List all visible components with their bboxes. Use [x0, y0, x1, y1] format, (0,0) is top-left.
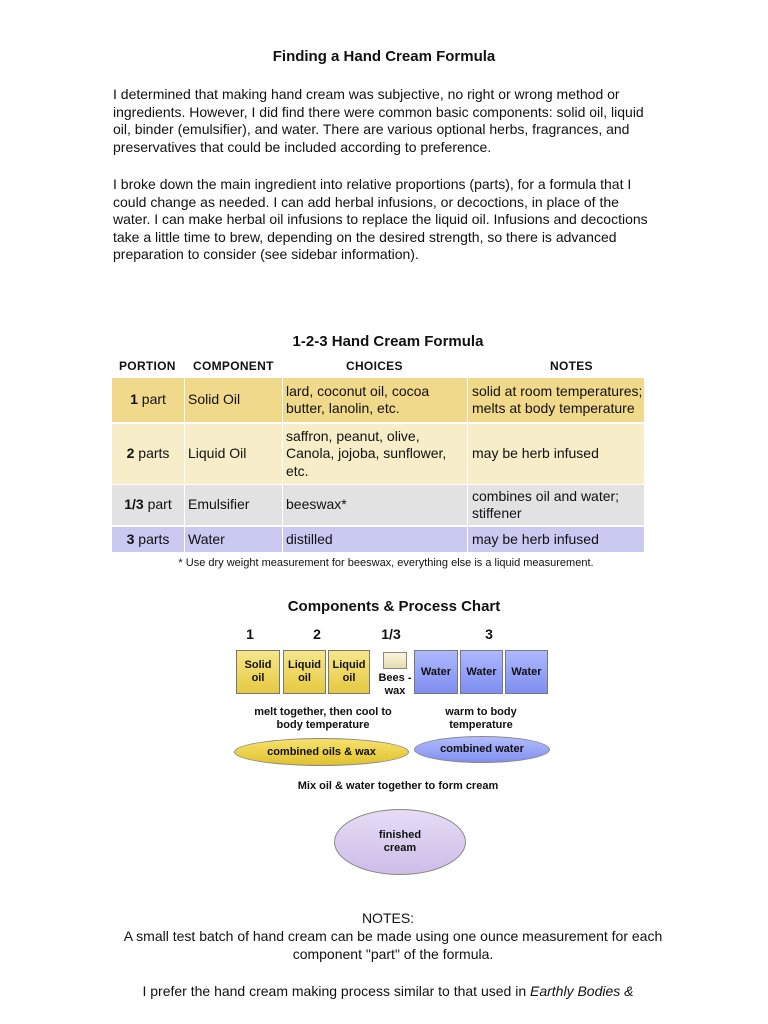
- finished-cream-ellipse: [334, 809, 466, 875]
- mix-instruction: Mix oil & water together to form cream: [297, 780, 499, 792]
- formula-paragraph: I broke down the main ingredient into relative proportions (parts), for a formula that I could change as needed. I can add herbal infusions, or decoctions, in place of the water. I can make herbal oil infusions to replace the liquid oil. Infusions and decoctions take a little time to brew, depending on the desired strength, so there is advanced preparation to consider (see sidebar information).: [113, 176, 648, 262]
- notes-cell: may be herb infused: [472, 445, 599, 462]
- beeswax-swatch: [383, 652, 407, 669]
- ratio-number: 1: [246, 626, 254, 642]
- notes-heading: NOTES:: [361, 910, 415, 926]
- choices-cell: distilled: [286, 530, 333, 547]
- choices-cell: saffron, peanut, olive, Canola, jojoba, sunflower, etc.: [286, 427, 447, 479]
- beeswax-label: Bees -wax: [378, 672, 412, 697]
- notes-cell: may be herb infused: [472, 530, 599, 547]
- table-row: [112, 378, 644, 422]
- water-box: Water: [460, 650, 503, 694]
- header-component: COMPONENT: [193, 359, 274, 373]
- notes-cell: solid at room temperatures; melts at body temperature: [472, 382, 643, 416]
- process-paragraph: [0, 983, 768, 1001]
- page-title: Finding a Hand Cream Formula: [272, 48, 496, 65]
- water-box: Water: [505, 650, 548, 694]
- choices-cell: lard, coconut oil, cocoa butter, lanolin, etc.: [286, 382, 430, 416]
- table-footnote: * Use dry weight measurement for beeswax, everything else is a liquid measurement.: [178, 557, 594, 569]
- component-cell: Water: [188, 530, 225, 547]
- table-row: [112, 424, 644, 484]
- process-text: I prefer the hand cream making process similar to that used in: [142, 983, 530, 999]
- table-row: [112, 527, 644, 552]
- solid-oil-box: Solid oil: [236, 650, 280, 694]
- component-cell: Solid Oil: [188, 391, 241, 408]
- portion-cell: 2 parts: [126, 445, 170, 462]
- component-cell: Liquid Oil: [188, 445, 247, 462]
- portion-cell: 3 parts: [126, 530, 170, 547]
- table-row: [112, 485, 644, 525]
- ratio-number: 1/3: [381, 626, 401, 642]
- notes-paragraph: A small test batch of hand cream can be made using one ounce measurement for each component "part" of the formula.: [123, 928, 663, 962]
- water-box: Water: [414, 650, 458, 694]
- finished-cream-label: finished cream: [378, 829, 422, 854]
- ratio-number: 3: [485, 626, 493, 642]
- portion-cell: 1 part: [130, 391, 166, 408]
- book-title: Earthly Bodies &: [530, 983, 634, 999]
- choices-cell: beeswax*: [286, 496, 347, 513]
- component-cell: Emulsifier: [188, 496, 250, 513]
- warm-instruction: warm to body temperature: [445, 706, 517, 731]
- liquid-oil-box: Liquid oil: [283, 650, 326, 694]
- combined-water-ellipse: combined water: [414, 736, 550, 763]
- melt-instruction: melt together, then cool to body temperature: [254, 706, 392, 731]
- liquid-oil-box: Liquid oil: [328, 650, 370, 694]
- header-choices: CHOICES: [346, 359, 403, 373]
- ratio-number: 2: [313, 626, 321, 642]
- header-portion: PORTION: [119, 359, 176, 373]
- combined-oils-ellipse: combined oils & wax: [234, 738, 409, 766]
- table-title: 1-2-3 Hand Cream Formula: [292, 333, 484, 350]
- header-notes: NOTES: [550, 359, 593, 373]
- chart-title: Components & Process Chart: [287, 598, 501, 615]
- intro-paragraph: I determined that making hand cream was subjective, no right or wrong method or ingredients. However, I did find there were common basic components: solid oil, liquid oil, binder (emulsifier), and water. There are various optional herbs, fragrances, and preservatives that could be included according to preference.: [113, 86, 644, 155]
- notes-cell: combines oil and water; stiffener: [472, 487, 620, 521]
- portion-cell: 1/3 part: [124, 496, 172, 513]
